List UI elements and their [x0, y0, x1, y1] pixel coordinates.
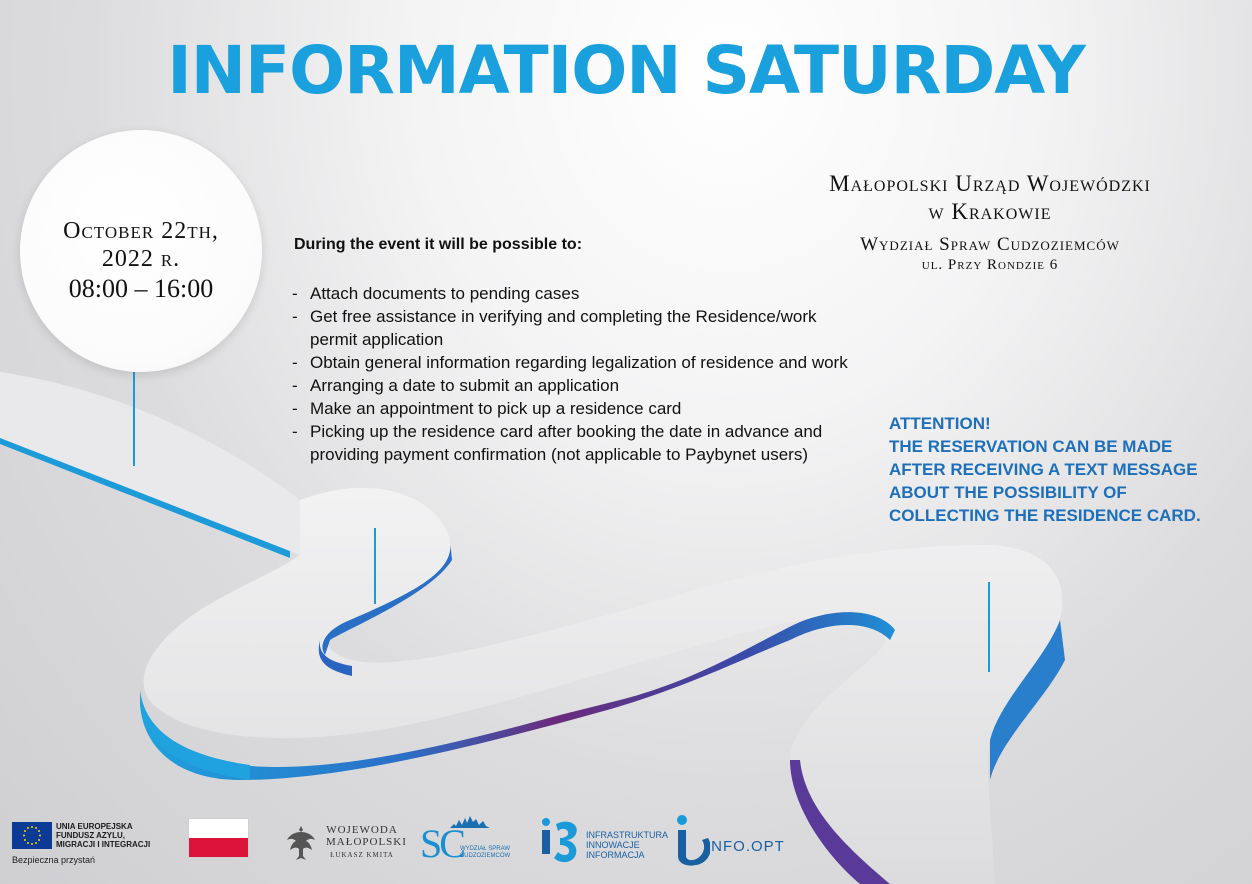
wojewoda-line: ŁUKASZ KMITA: [330, 851, 394, 859]
infrastruktura-text: [586, 830, 676, 860]
eagle-emblem-icon: [284, 822, 318, 862]
list-item: - Make an appointment to pick up a residence card: [292, 397, 852, 420]
eu-fund-line: UNIA EUROPEJSKA: [56, 822, 133, 831]
eu-flag-icon: [12, 822, 52, 849]
road-surface: [0, 372, 326, 555]
date-circle: [20, 130, 262, 372]
attention-notice: [889, 412, 1251, 527]
event-year: 2022 r.: [101, 246, 181, 272]
event-date: October 22th,: [63, 218, 219, 244]
list-item: - Picking up the residence card after booking the date in advance and providing payment confirmation (not applicable to Paybynet users): [292, 420, 852, 466]
attention-line: AFTER RECEIVING A TEXT MESSAGE: [889, 460, 1198, 479]
wojewoda-line: MAŁOPOLSKI: [326, 836, 407, 848]
list-item: - Obtain general information regarding legalization of residence and work: [292, 351, 852, 374]
sc-line: WYDZIAŁ SPRAW: [459, 846, 511, 852]
eu-fund-line: MIGRACJI I INTEGRACJI: [56, 840, 151, 849]
infra-line: INNOWACJE: [586, 840, 640, 850]
i3-logo-icon: [538, 814, 582, 866]
attention-line: COLLECTING THE RESIDENCE CARD.: [889, 506, 1201, 525]
eu-fund-line: FUNDUSZ AZYLU,: [56, 831, 126, 840]
office-city: w Krakowie: [928, 199, 1052, 224]
attention-line: ABOUT THE POSSIBILITY OF: [889, 483, 1127, 502]
list-item: - Get free assistance in verifying and completing the Residence/work permit application: [292, 305, 852, 351]
event-intro: During the event it will be possible to:: [294, 236, 583, 253]
infra-line: INFRASTRUKTURA: [586, 830, 669, 840]
wojewoda-text: [326, 824, 407, 859]
info-i-logo-icon: [674, 812, 710, 866]
event-list: [292, 282, 852, 466]
attention-heading: ATTENTION!: [889, 414, 991, 433]
office-address: ul. Przy Rondzie 6: [921, 257, 1059, 273]
list-item: - Attach documents to pending cases: [292, 282, 852, 305]
logo-bar: [0, 806, 1252, 884]
infra-line: INFORMACJA: [586, 850, 645, 860]
eu-fund-text: [56, 822, 166, 849]
eu-fund-subtext: Bezpieczna przystań: [12, 855, 96, 865]
sc-letters: SC: [420, 821, 463, 866]
attention-line: THE RESERVATION CAN BE MADE: [889, 437, 1173, 456]
office-department: Wydział Spraw Cudzoziemców: [860, 234, 1120, 255]
infoopt-text: INFO.OPT: [706, 838, 785, 855]
sc-logo: [420, 814, 520, 866]
list-item: - Arranging a date to submit an application: [292, 374, 852, 397]
poland-flag-icon: [188, 818, 249, 858]
sc-line: CUDZOZIEMCÓW: [459, 853, 511, 859]
event-time: 08:00 – 16:00: [68, 274, 214, 303]
sc-text: [452, 846, 518, 860]
wojewoda-line: WOJEWODA: [326, 824, 398, 836]
page-title: INFORMATION SATURDAY: [167, 32, 1085, 109]
office-name: Małopolski Urząd Wojewódzki: [829, 171, 1151, 196]
office-block: [760, 170, 1220, 274]
